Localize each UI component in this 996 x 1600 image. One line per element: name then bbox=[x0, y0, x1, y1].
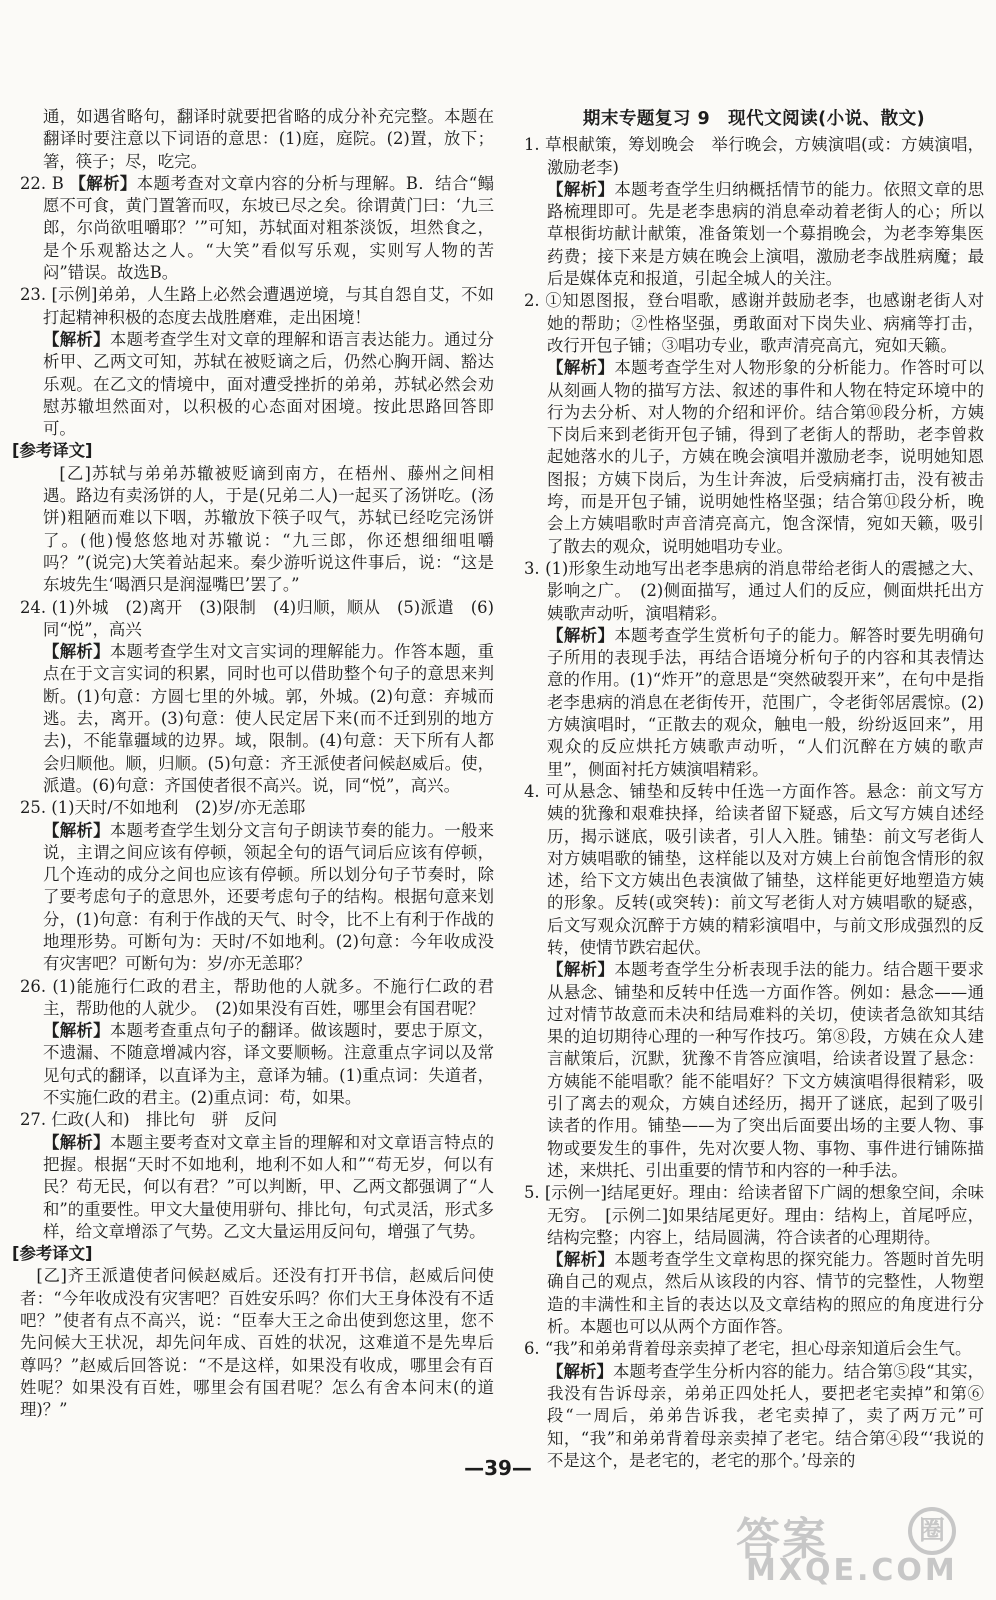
ref-translation-1-label: [参考译文] bbox=[12, 441, 93, 461]
q24-number: 24. bbox=[20, 597, 47, 617]
q24-analysis: 本题考查学生对文言实词的理解能力。作答本题，重点在于文言实词的积累，同时也可以借助整个句子的意思来判断。(1)句意：方圆七里的外城。郭，外城。(2)句意：弃城而逃。去，离开。(3)句意：使人民定居下来(而不迁到别的地方去)，不能靠疆域的边界。域，限制。(4)句意：天下所有人都会归顺他。顺，归顺。(5)句意：齐王派使者问候赵威后。使，派遣。(6)句意：齐国使者很不高兴。说，同“悦”，高兴。 bbox=[43, 642, 495, 795]
q27-answer: 仁政(人和) 排比句 骈 反问 bbox=[51, 1110, 278, 1130]
ref-translation-2 bbox=[12, 1243, 494, 1421]
q25-analysis: 本题考查学生划分文言句子朗读节奏的能力。一般来说，主谓之间应该有停顿，领起全句的语气词后应该有停顿，几个连动的成分之间也应该有停顿。所以划分句子节奏时，除了要考虑句子的意思外，还要考虑句子的结构。根据句意来划分，(1)句意：有利于作战的天气、时令，比不上有利于作战的地理形势。可断句为：天时/不如地利。(2)句意：今年收成没有灾害吧？可断句为：岁/亦无恙耶？ bbox=[43, 820, 495, 974]
q24 bbox=[20, 597, 494, 642]
r-q2-analysis-block bbox=[524, 357, 984, 558]
q26-analysis: 本题考查重点句子的翻译。做该题时，要忠于原文，不遗漏、不随意增减内容，译文要顺畅。注意重点字词以及常见句式的翻译，以直译为主，意译为辅。(1)重点词：失道者，不实施仁政的君主。(2)重点词：苟，如果。 bbox=[43, 1021, 495, 1108]
q24-analysis-block bbox=[20, 641, 494, 797]
q26-analysis-tag: 【解析】 bbox=[43, 1021, 110, 1041]
q27 bbox=[20, 1109, 494, 1131]
r-q6-number: 6. bbox=[524, 1339, 540, 1359]
r-q6-answer: “我”和弟弟背着母亲卖掉了老宅，担心母亲知道后会生气。 bbox=[544, 1339, 972, 1359]
r-q1-analysis: 本题考查学生归纳概括情节的能力。依照文章的思路梳理即可。先是老李患病的消息牵动着老街人的心；所以草根街坊献计献策，准备策划一个募捐晚会，为老李筹集医药费；接下来是方姨在晚会上演唱，激励老李战胜病魔；最后是媒体克和报道，引起全城人的关注。 bbox=[547, 179, 985, 289]
r-q4-analysis-tag: 【解析】 bbox=[547, 960, 615, 980]
q23-analysis-block bbox=[20, 329, 494, 440]
q25-analysis-block bbox=[20, 820, 494, 976]
ref-translation-2-label: [参考译文] bbox=[12, 1244, 93, 1264]
r-q2-number: 2. bbox=[524, 291, 540, 311]
r-q6 bbox=[524, 1338, 984, 1360]
intro-paragraph: 通，如遇省略句，翻译时就要把省略的成分补充完整。本题在翻译时要注意以下词语的意思：(1)庭，庭院。(2)置，放下；箸，筷子；尽，吃完。 bbox=[43, 107, 494, 171]
r-q5-analysis-block bbox=[524, 1249, 984, 1338]
r-q1-answer: 草根献策，筹划晚会 举行晚会，方姨演唱(或：方姨演唱，激励老李) bbox=[545, 135, 984, 177]
q26-answer: (1)能施行仁政的君主，帮助他的人就多。不施行仁政的君主，帮助他的人就少。 (2)如果没有百姓，哪里会有国君呢？ bbox=[43, 976, 494, 1018]
section-title: 期末专题复习 9 现代文阅读(小说、散文) bbox=[582, 109, 926, 129]
ref-translation-1-text: [乙]苏轼与弟弟苏辙被贬谪到南方，在梧州、藤州之间相遇。路边有卖汤饼的人，于是(兄弟二人)一起买了汤饼吃。(汤饼)粗陋而难以下咽，苏辙放下筷子叹气，苏轼已经吃完汤饼了。(他)慢悠悠地对苏辙说：“九三郎，你还想细细咀嚼吗？”(说完)大笑着站起来。秦少游听说这件事后，说：“这是东坡先生‘喝酒只是润湿嘴巴’罢了。” bbox=[43, 463, 494, 595]
r-q3-number: 3. bbox=[524, 558, 540, 578]
q25-number: 25. bbox=[20, 798, 47, 818]
q26-analysis-block bbox=[20, 1020, 494, 1109]
q22-number: 22. bbox=[20, 173, 47, 193]
r-q4 bbox=[524, 781, 984, 959]
q26-number: 26. bbox=[20, 976, 47, 996]
r-q6-analysis-tag: 【解析】 bbox=[547, 1361, 613, 1381]
q26 bbox=[20, 976, 494, 1021]
r-q5-analysis: 本题考查学生文章构思的探究能力。答题时首先明确自己的观点，然后从该段的内容、情节的完整性，人物塑造的丰满性和主旨的表达以及文章结构的照应的角度进行分析。本题也可以从两个方面作答。 bbox=[547, 1250, 985, 1337]
q27-number: 27. bbox=[20, 1110, 47, 1130]
r-q2 bbox=[524, 290, 984, 357]
q25 bbox=[20, 797, 494, 819]
q23-answer: [示例]弟弟，人生路上必然会遭遇逆境，与其自怨自艾，不如打起精神积极的态度去战胜磨难，走出困境！ bbox=[43, 285, 494, 327]
r-q5-answer: [示例一]结尾更好。理由：给读者留下广阔的想象空间，余味无穷。 [示例二]如果结尾更好。理由：结构上，首尾呼应，结构完整；内容上，结局圆满，符合读者的心理期待。 bbox=[544, 1183, 984, 1247]
q22-answer: B bbox=[51, 173, 64, 193]
r-q5 bbox=[524, 1182, 984, 1249]
q22-analysis-tag: 【解析】 bbox=[69, 173, 137, 193]
q25-analysis-tag: 【解析】 bbox=[43, 820, 110, 840]
r-q1-number: 1. bbox=[524, 135, 540, 155]
r-q4-analysis: 本题考查学生分析表现手法的能力。结合题干要求从悬念、铺垫和反转中任选一方面作答。例如：悬念——通过对情节故意而未决和结局难料的关切，使读者急欲知其结果的迫切期待心理的一种写作技巧。第⑧段，方姨在众人建言献策后，沉默，犹豫不肯答应演唱，给读者设置了悬念：方姨能不能唱歌？能不能唱好？下文方姨演唱得很精彩，吸引了离去的观众，方姨自述经历，揭开了谜底，起到了吸引读者的作用。铺垫——为了突出后面要出场的主要人物、事物或要发生的事件，先对次要人物、事物、事件进行铺陈描述，来烘托、引出重要的情节和内容的一种手法。 bbox=[547, 960, 985, 1180]
r-q4-number: 4. bbox=[524, 781, 540, 801]
ref-translation-1 bbox=[12, 440, 494, 596]
q24-analysis-tag: 【解析】 bbox=[43, 642, 110, 662]
r-q2-analysis: 本题考查学生对人物形象的分析能力。作答时可以从刻画人物的描写方法、叙述的事件和人物在特定环境中的行为去分析、对人物的介绍和评价。结合第⑩段分析，方姨下岗后来到老街开包子铺，得到了老街人的帮助，老李曾救起她落水的儿子，方姨在晚会演唱并激励老李，说明她知恩图报；方姨下岗后，为生计奔波，后受病痛打击，没有被击垮，而是开包子铺，说明她性格坚强；结合第⑪段分析，晚会上方姨唱歌时声音清亮高亢，饱含深情，宛如天籁，吸引了散去的观众，说明她唱功专业。 bbox=[547, 358, 985, 556]
right-column bbox=[524, 108, 984, 1472]
q27-analysis: 本题主要考查对文章主旨的理解和对文章语言特点的把握。根据“天时不如地利，地利不如人和”“苟无岁，何以有民？苟无民，何以有君？”可以判断，甲、乙两文都强调了“人和”的重要性。甲文大量使用骈句、排比句，句式灵活，形式多样，给文章增添了气势。乙文大量运用反问句，增强了气势。 bbox=[43, 1132, 495, 1241]
r-q3-analysis-block bbox=[524, 625, 984, 781]
r-q3-analysis: 本题考查学生赏析句子的能力。解答时要先明确句子所用的表现手法，再结合语境分析句子的内容和其表情达意的作用。(1)“炸开”的意思是“突然破裂开来”，在句中是指老李患病的消息在老街传开，范围广，令老街邻居震惊。(2)方姨演唱时，“正散去的观众，触电一般，纷纷返回来”，用观众的反应烘托方姨歌声动听，“人们沉醉在方姨的歌声里”，侧面衬托方姨演唱精彩。 bbox=[547, 625, 985, 779]
r-q2-analysis-tag: 【解析】 bbox=[547, 358, 615, 378]
r-q1-analysis-block bbox=[524, 179, 984, 290]
r-q4-answer: 可从悬念、铺垫和反转中任选一方面作答。悬念：前文写方姨的犹豫和艰难抉择，给读者留下疑惑，后文写方姨自述经历，揭示谜底，吸引读者，引人入胜。铺垫：前文写老街人对方姨唱歌的铺垫，这样能以及对方姨上台前饱含情形的叙述，给下文方姨出色表演做了铺垫，这样能更好地塑造方姨的形象。反转(或突转)：前文写老街人对方姨唱歌的疑惑，后文写观众沉醉于方姨的精彩演唱中，与前文形成强烈的反转，使情节跌宕起伏。 bbox=[545, 781, 984, 957]
page-number: —39— bbox=[464, 1456, 532, 1480]
r-q5-number: 5. bbox=[524, 1183, 540, 1203]
r-q2-answer: ①知恩图报，登台唱歌，感谢并鼓励老李，也感谢老街人对她的帮助；②性格坚强，勇敢面对下岗失业、病痛等打击，改行开包子铺；③唱功专业，歌声清亮高亢，宛如天籁。 bbox=[545, 291, 984, 355]
r-q1 bbox=[524, 134, 984, 179]
q23 bbox=[20, 284, 494, 329]
q23-analysis-tag: 【解析】 bbox=[43, 329, 110, 349]
watermark-badge-icon: 圈 bbox=[908, 1507, 956, 1555]
q27-analysis-tag: 【解析】 bbox=[43, 1132, 110, 1152]
r-q5-analysis-tag: 【解析】 bbox=[547, 1250, 615, 1270]
r-q1-analysis-tag: 【解析】 bbox=[547, 179, 615, 199]
r-q6-analysis: 本题考查学生分析内容的能力。结合第⑤段“其实，我没有告诉母亲，弟弟正四处托人，要把老宅卖掉”和第⑥段“一周后，弟弟告诉我，老宅卖掉了，卖了两万元”可知，“我”和弟弟背着母亲卖掉了老宅。结合第④段“‘我说的不是这个，是老宅的，老宅的那个。’母亲的 bbox=[547, 1361, 985, 1470]
r-q3 bbox=[524, 558, 984, 625]
left-column bbox=[12, 106, 495, 1422]
r-q3-analysis-tag: 【解析】 bbox=[547, 625, 615, 645]
q24-answer: (1)外城 (2)离开 (3)限制 (4)归顺，顺从 (5)派遣 (6)同“悦”，高兴 bbox=[43, 597, 494, 639]
q22 bbox=[20, 173, 494, 284]
watermark-logo bbox=[736, 1503, 968, 1588]
q25-answer: (1)天时/不如地利 (2)岁/亦无恙耶 bbox=[51, 798, 306, 818]
q27-analysis-block bbox=[20, 1132, 494, 1243]
q23-number: 23. bbox=[20, 285, 47, 305]
r-q3-answer: (1)形象生动地写出老李患病的消息带给老街人的震撼之大、影响之广。 (2)侧面描写，通过人们的反应，侧面烘托出方姨歌声动听，演唱精彩。 bbox=[545, 558, 984, 623]
q22-analysis: 本题考查对文章内容的分析与理解。B．结合“鳎愿不可食，黄门置箸而叹，东坡已尽之矣。徐谓黄门曰：‘九三郎，尔尚欲咀嚼耶？’”可知，苏轼面对粗茶淡饭，坦然食之，是个乐观豁达之人。“大笑”看似写乐观，实则写人物的苦闷”错误。故选B。 bbox=[43, 173, 495, 283]
watermark-chinese: 答案 bbox=[736, 1514, 828, 1565]
r-q4-analysis-block bbox=[524, 959, 984, 1182]
q23-analysis: 本题考查学生对文章的理解和语言表达能力。通过分析甲、乙两文可知，苏轼在被贬谪之后，仍然心胸开阔、豁达乐观。在乙文的情境中，面对遭受挫折的弟弟，苏轼必然会劝慰苏辙坦然面对，以积极的心态面对困境。按此思路回答即可。 bbox=[43, 329, 495, 439]
ref-translation-2-text: [乙]齐王派遣使者问候赵威后。还没有打开书信，赵威后问使者：“今年收成没有灾害吧？百姓安乐吗？你们大王身体没有不适吧？”使者有点不高兴，说：“臣奉大王之命出使到您这里，您不先问候大王状况，却先问年成、百姓的状况，这难道不是先卑后尊吗？”赵威后回答说：“不是这样，如果没有收成，哪里会有百姓呢？如果没有百姓，哪里会有国君呢？怎么有舍本问末(的道理)？” bbox=[20, 1266, 494, 1420]
watermark-url: MXQE.COM bbox=[746, 1553, 958, 1588]
